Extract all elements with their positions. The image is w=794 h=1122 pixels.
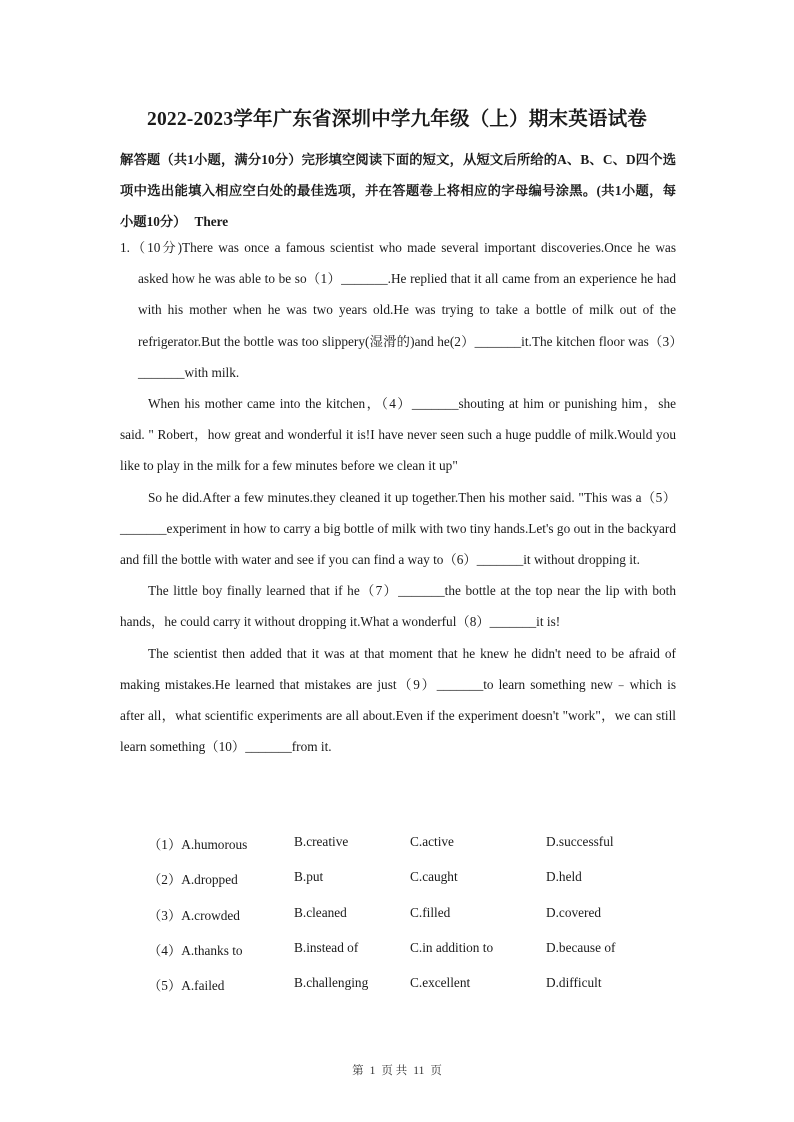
section-instructions: 解答题（共1小题，满分10分）完形填空阅读下面的短文，从短文后所给的A、B、C、D四个选项中选出能填入相应空白处的最佳选项，并在答题卷上将相应的字母编号涂黑。(共1小题，每小题10分） — [120, 152, 676, 229]
option-a: （5）A.failed — [148, 978, 225, 994]
question-1-first-paragraph: 1.（10分)There was once a famous scientist who made several important discoveries.Once he was asked how he was able to be so（1）_______.He replied that it all came from an experience he had with his mother when he was two years old.He was trying to take a bottle of milk out of the refrigerator.But the bottle was too slippery(湿滑的)and he(2）_______it.The kitchen floor was（3）_______with milk. — [120, 240, 676, 380]
option-a: （2）A.dropped — [148, 872, 238, 888]
option-b: B.instead of — [294, 939, 359, 955]
section-heading — [120, 144, 676, 237]
option-a: （4）A.thanks to — [148, 942, 243, 958]
option-c: C.caught — [410, 869, 458, 885]
option-b: B.cleaned — [294, 904, 347, 920]
passage-paragraph: So he did.After a few minutes.they cleaned it up together.Then his mother said. "This was a（5）_______experiment in how to carry a big bottle of milk with two tiny hands.Let's go out in the backyard and fill the bottle with water and see if you can find a way to（6）_______it without dropping it. — [120, 489, 676, 568]
footer-suffix: 页 — [430, 1065, 442, 1077]
option-c: C.in addition to — [410, 939, 494, 955]
option-c: C.excellent — [410, 975, 471, 991]
section-extra-word: There — [194, 214, 229, 229]
footer-prefix: 第 — [352, 1065, 364, 1077]
option-d: D.held — [546, 869, 582, 885]
option-b: B.challenging — [294, 975, 369, 991]
footer-mid: 页 共 — [381, 1065, 408, 1077]
option-row-3 — [148, 897, 648, 932]
option-b: B.put — [294, 869, 324, 885]
option-b: B.creative — [294, 834, 349, 849]
footer-total-pages: 11 — [413, 1065, 425, 1077]
option-row-4 — [148, 932, 648, 967]
option-a: （1）A.humorous — [148, 837, 248, 852]
page-title: 2022-2023学年广东省深圳中学九年级（上）期末英语试卷 — [147, 109, 647, 130]
option-row-5 — [148, 967, 648, 1002]
option-d: D.difficult — [546, 975, 602, 991]
passage-paragraph: The scientist then added that it was at that moment that he knew he didn't need to be afraid of making mistakes.He learned that mistakes are just（9）_______to learn something new﹣which is after all，what scientific experiments are all about.Even if the experiment doesn't "work"，we can still learn something（10）_______from it. — [120, 645, 676, 755]
passage-paragraph: The little boy finally learned that if he（7）_______the bottle at the top near the lip with both hands，he could carry it without dropping it.What a wonderful（8）_______it is! — [120, 583, 676, 630]
option-d: D.because of — [546, 939, 616, 955]
option-c: C.filled — [410, 904, 451, 920]
option-d: D.successful — [546, 834, 614, 849]
passage-paragraph: When his mother came into the kitchen，（4）_______shouting at him or punishing him，she said. " Robert，how great and wonderful it is!I have never seen such a huge puddle of milk.Would you like to play in the milk for a few minutes before we clean it up" — [120, 396, 676, 474]
option-row-1 — [148, 826, 648, 861]
option-row-2 — [148, 861, 648, 896]
option-a: （3）A.crowded — [148, 907, 240, 923]
footer-page-number: 1 — [369, 1065, 376, 1077]
option-c: C.active — [410, 834, 454, 849]
option-d: D.covered — [546, 904, 602, 920]
answer-options — [148, 826, 648, 1002]
page-footer — [0, 1062, 794, 1078]
question-body — [120, 232, 676, 762]
